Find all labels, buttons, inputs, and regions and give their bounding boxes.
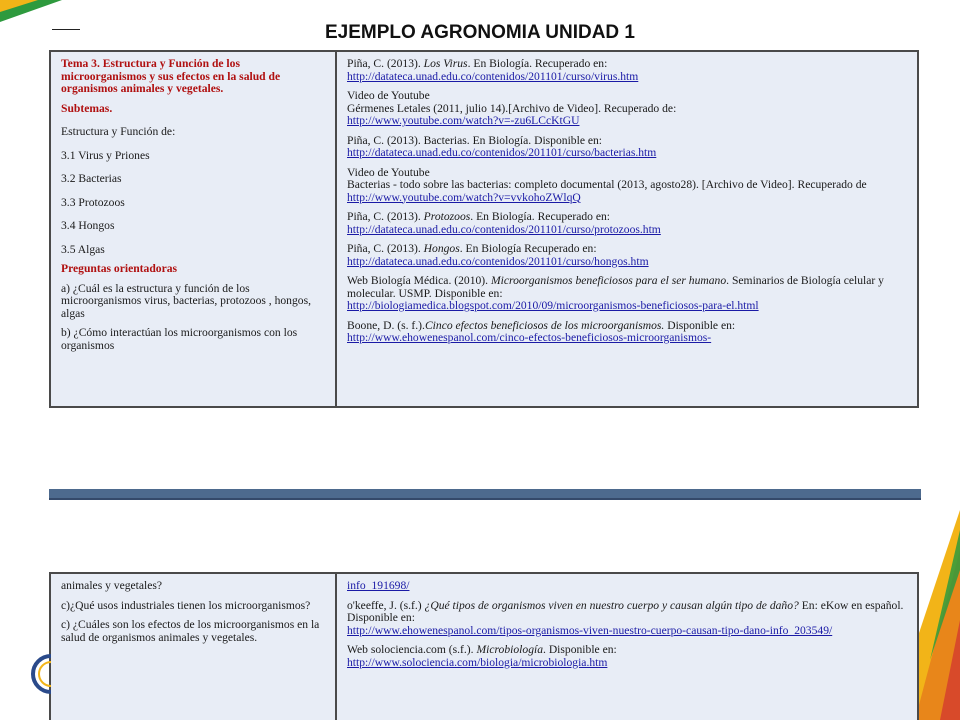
reference-table-2 [49, 572, 919, 720]
link-biologia-medica[interactable]: http://biologiamedica.blogspot.com/2010/09/microorganismos-beneficiosos-para-el.html [347, 299, 759, 312]
link-solociencia[interactable]: http://www.solociencia.com/biologia/microbiologia.htm [347, 655, 608, 669]
university-seal-logo [23, 654, 53, 694]
reference-boone: Boone, D. (s. f.).Cinco efectos beneficiosos de los microorganismos. Disponible en: [347, 318, 736, 332]
link-protozoos[interactable]: http://datateca.unad.edu.co/contenidos/201101/curso/protozoos.htm [347, 222, 661, 236]
subtema-item: 3.2 Bacterias [61, 172, 122, 185]
reference-table-1 [49, 50, 919, 408]
estructura-label: Estructura y Función de: [61, 125, 176, 138]
link-video-germenes[interactable]: http://www.youtube.com/watch?v=-zu6LCcKtGU [347, 114, 580, 127]
question-c-efectos: c) ¿Cuáles son los efectos de los microorganismos en la salud de organismos animales y vegetales. [61, 618, 320, 644]
link-ehow-cinco[interactable]: http://www.ehowenespanol.com/cinco-efectos-beneficiosos-microorganismos- [347, 331, 712, 344]
subtema-item: 3.5 Algas [61, 242, 105, 256]
reference-okeeffe: o'keeffe, J. (s.f.) ¿Qué tipos de organismos viven en nuestro cuerpo y causan algún tipo de daño? En: eKow en español. Disponible en: [347, 598, 904, 624]
reference-video-title: Video de Youtube [347, 165, 430, 179]
link-ehow-tipos[interactable]: http://www.ehowenespanol.com/tipos-organismos-viven-nuestro-cuerpo-causan-tipo-dano-info_203549/ [347, 623, 833, 637]
topics-column [51, 52, 337, 406]
link-bacterias[interactable]: http://datateca.unad.edu.co/contenidos/201101/curso/bacterias.htm [347, 146, 657, 159]
reference-hongos: Piña, C. (2013). Hongos. En Biología Recuperado en: [347, 242, 597, 255]
link-virus[interactable]: http://datateca.unad.edu.co/contenidos/201101/curso/virus.htm [347, 69, 639, 83]
subtema-item: 3.1 Virus y Priones [61, 148, 150, 162]
topics-column [51, 574, 337, 720]
reference-bacterias: Piña, C. (2013). Bacterias. En Biología. Disponible en: [347, 133, 603, 147]
reference-video-bacterias: Bacterias - todo sobre las bacterias: completo documental (2013, agosto28). [Archivo de Video]. Recuperado de http://www.youtube.com/watch?v=vvkohoZWlqQ [347, 178, 867, 204]
subtema-item: 3.3 Protozoos [61, 195, 125, 209]
references-column [339, 52, 917, 406]
reference-video-title: Video de Youtube [347, 89, 430, 102]
question-b-continued: animales y vegetales? [61, 579, 163, 592]
link-hongos[interactable]: http://datateca.unad.edu.co/contenidos/201101/curso/hongos.htm [347, 254, 649, 268]
question-b: b) ¿Cómo interactúan los microorganismos con los organismos [61, 326, 298, 352]
section-divider-bar [49, 489, 921, 500]
subtema-item: 3.4 Hongos [61, 219, 115, 232]
question-c-industrial: c)¿Qué usos industriales tienen los microorganismos? [61, 598, 311, 612]
reference-video-text: Gérmenes Letales (2011, julio 14).[Archivo de Video]. Recuperado de: [347, 101, 677, 115]
reference-protozoos: Piña, C. (2013). Protozoos. En Biología. Recuperado en: [347, 210, 610, 223]
link-video-bacterias[interactable]: http://www.youtube.com/watch?v=vvkohoZWlqQ [347, 190, 581, 204]
reference-virus: Piña, C. (2013). Los Virus. En Biología. Recuperado en: [347, 57, 608, 70]
subtemas-heading: Subtemas. [61, 101, 113, 115]
tema-heading: Tema 3. Estructura y Función de los microorganismos y sus efectos en la salud de organismos animales y vegetales. [61, 57, 281, 95]
preguntas-heading: Preguntas orientadoras [61, 262, 178, 275]
link-continued[interactable]: info_191698/ [347, 579, 410, 592]
reference-solociencia: Web solociencia.com (s.f.). Microbiología. Disponible en: [347, 643, 617, 656]
question-a: a) ¿Cuál es la estructura y función de los microorganismos virus, bacterias, protozoos , hongos, algas [61, 281, 311, 320]
reference-biologia-medica: Web Biología Médica. (2010). Microorganismos beneficiosos para el ser humano. Seminarios de Biología celular y molecular. USMP. Disponible en: [347, 274, 884, 300]
references-column [339, 574, 917, 720]
page-title: EJEMPLO AGRONOMIA UNIDAD 1 [324, 22, 635, 43]
